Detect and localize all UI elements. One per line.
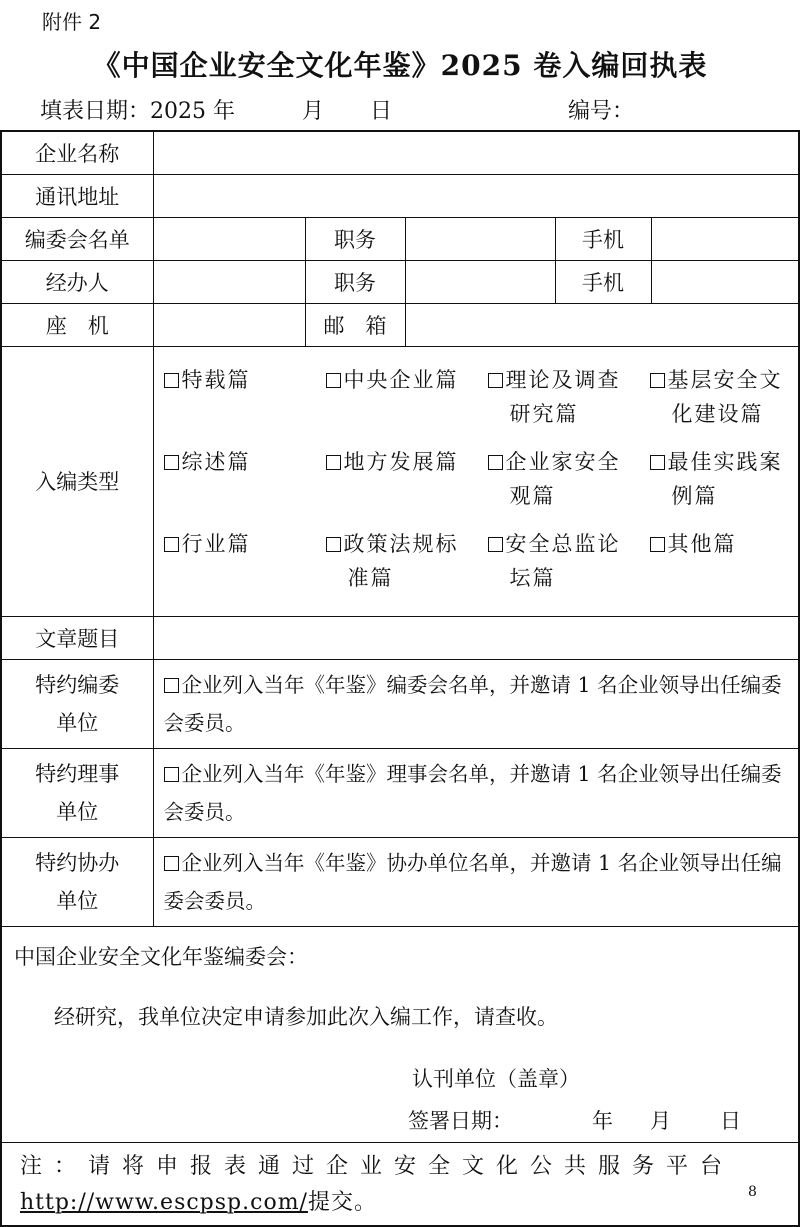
company-name-label: 企业名称 [1,131,153,174]
category-option-label: 地方发展篇 [344,450,459,474]
committee-name-field[interactable] [153,217,305,260]
sign-year-label: 年 [592,1105,613,1135]
category-grid [154,347,799,609]
category-option-label-cont: 观篇 [488,479,646,513]
handler-name-field[interactable] [153,260,305,303]
category-option-label: 政策法规标 [344,532,459,556]
special-cohost-option[interactable]: 企业列入当年《年鉴》协办单位名单，并邀请 1 名企业领导出任编委会委员。 [153,837,799,926]
declaration-cell [1,926,799,1142]
attachment-label: 附件 2 [42,6,101,35]
fill-day-label: 日 [370,94,392,125]
landline-field[interactable] [153,303,305,346]
checkbox[interactable] [650,455,665,470]
sign-day-label: 日 [720,1105,741,1135]
special-director-label: 特约理事 单位 [1,748,153,837]
category-option[interactable] [164,527,326,595]
address-label: 通讯地址 [1,174,153,217]
page-title: 《中国企业安全文化年鉴》2025 卷入编回执表 [0,44,800,84]
address-field[interactable] [153,174,799,217]
handler-position-field[interactable] [405,260,555,303]
category-option[interactable] [488,527,650,595]
category-option-label-cont: 研究篇 [488,397,646,431]
checkbox[interactable] [164,767,179,782]
handler-position-label: 职务 [305,260,405,303]
article-title-label: 文章题目 [1,616,153,659]
email-field[interactable] [405,303,799,346]
sign-month-label: 月 [650,1105,671,1135]
category-option-label-cont: 例篇 [650,479,800,513]
committee-list-label: 编委会名单 [1,217,153,260]
checkbox[interactable] [326,537,341,552]
checkbox[interactable] [326,455,341,470]
category-option-label: 基层安全文 [668,368,783,392]
category-option-label-cont: 化建设篇 [650,397,800,431]
company-name-field[interactable] [153,131,799,174]
category-option-label: 其他篇 [668,532,737,556]
declaration-addressee: 中国企业安全文化年鉴编委会： [14,941,308,971]
special-editor-option[interactable]: 企业列入当年《年鉴》编委会名单，并邀请 1 名企业领导出任编委会委员。 [153,659,799,748]
checkbox[interactable] [164,856,179,871]
checkbox[interactable] [488,373,503,388]
category-option[interactable] [650,527,800,595]
category-option[interactable] [488,363,650,431]
category-option[interactable] [326,527,488,595]
checkbox[interactable] [488,537,503,552]
committee-position-label: 职务 [305,217,405,260]
category-option-label-cont: 坛篇 [488,561,646,595]
special-director-option[interactable]: 企业列入当年《年鉴》理事会名单，并邀请 1 名企业领导出任编委会委员。 [153,748,799,837]
page-number: 8 [748,1184,757,1200]
category-option-label: 行业篇 [182,532,251,556]
category-option-label: 中央企业篇 [344,368,459,392]
checkbox[interactable] [164,455,179,470]
checkbox[interactable] [650,373,665,388]
category-option[interactable] [326,363,488,431]
landline-label: 座 机 [1,303,153,346]
category-option-label: 企业家安全 [506,450,621,474]
category-option-label: 安全总监论 [506,532,621,556]
sign-date-label: 签署日期： [408,1105,513,1135]
checkbox[interactable] [650,537,665,552]
checkbox[interactable] [326,373,341,388]
category-option[interactable] [164,445,326,513]
handler-label: 经办人 [1,260,153,303]
category-option[interactable] [650,445,800,513]
submission-note: 注：请将申报表通过企业安全文化公共服务平台 http://www.escpsp.com/提交。 [1,1142,799,1226]
category-option-label-cont: 准篇 [326,561,484,595]
checkbox[interactable] [164,678,179,693]
committee-mobile-label: 手机 [555,217,651,260]
declaration-body: 经研究，我单位决定申请参加此次入编工作，请查收。 [54,1001,558,1031]
category-option[interactable] [164,363,326,431]
article-title-field[interactable] [153,616,799,659]
checkbox[interactable] [164,373,179,388]
checkbox[interactable] [164,537,179,552]
category-option[interactable] [326,445,488,513]
declaration-unit-seal: 认刊单位（盖章） [412,1063,580,1093]
serial-number-label: 编号： [568,94,634,125]
category-option-label: 最佳实践案 [668,450,783,474]
fill-month-label: 月 [302,94,324,125]
special-cohost-label: 特约协办 单位 [1,837,153,926]
handler-mobile-field[interactable] [651,260,799,303]
category-options [153,346,799,616]
category-option-label: 综述篇 [182,450,251,474]
committee-position-field[interactable] [405,217,555,260]
platform-link[interactable]: http://www.escpsp.com/ [20,1190,308,1215]
handler-mobile-label: 手机 [555,260,651,303]
category-option[interactable] [650,363,800,431]
committee-mobile-field[interactable] [651,217,799,260]
category-label: 入编类型 [1,346,153,616]
receipt-form-table [0,130,800,1227]
email-label: 邮 箱 [305,303,405,346]
category-option[interactable] [488,445,650,513]
fill-date-label: 填表日期：2025 年 [40,94,235,125]
category-option-label: 理论及调查 [506,368,621,392]
checkbox[interactable] [488,455,503,470]
category-option-label: 特载篇 [182,368,251,392]
fill-info-row [40,94,780,126]
special-editor-label: 特约编委 单位 [1,659,153,748]
